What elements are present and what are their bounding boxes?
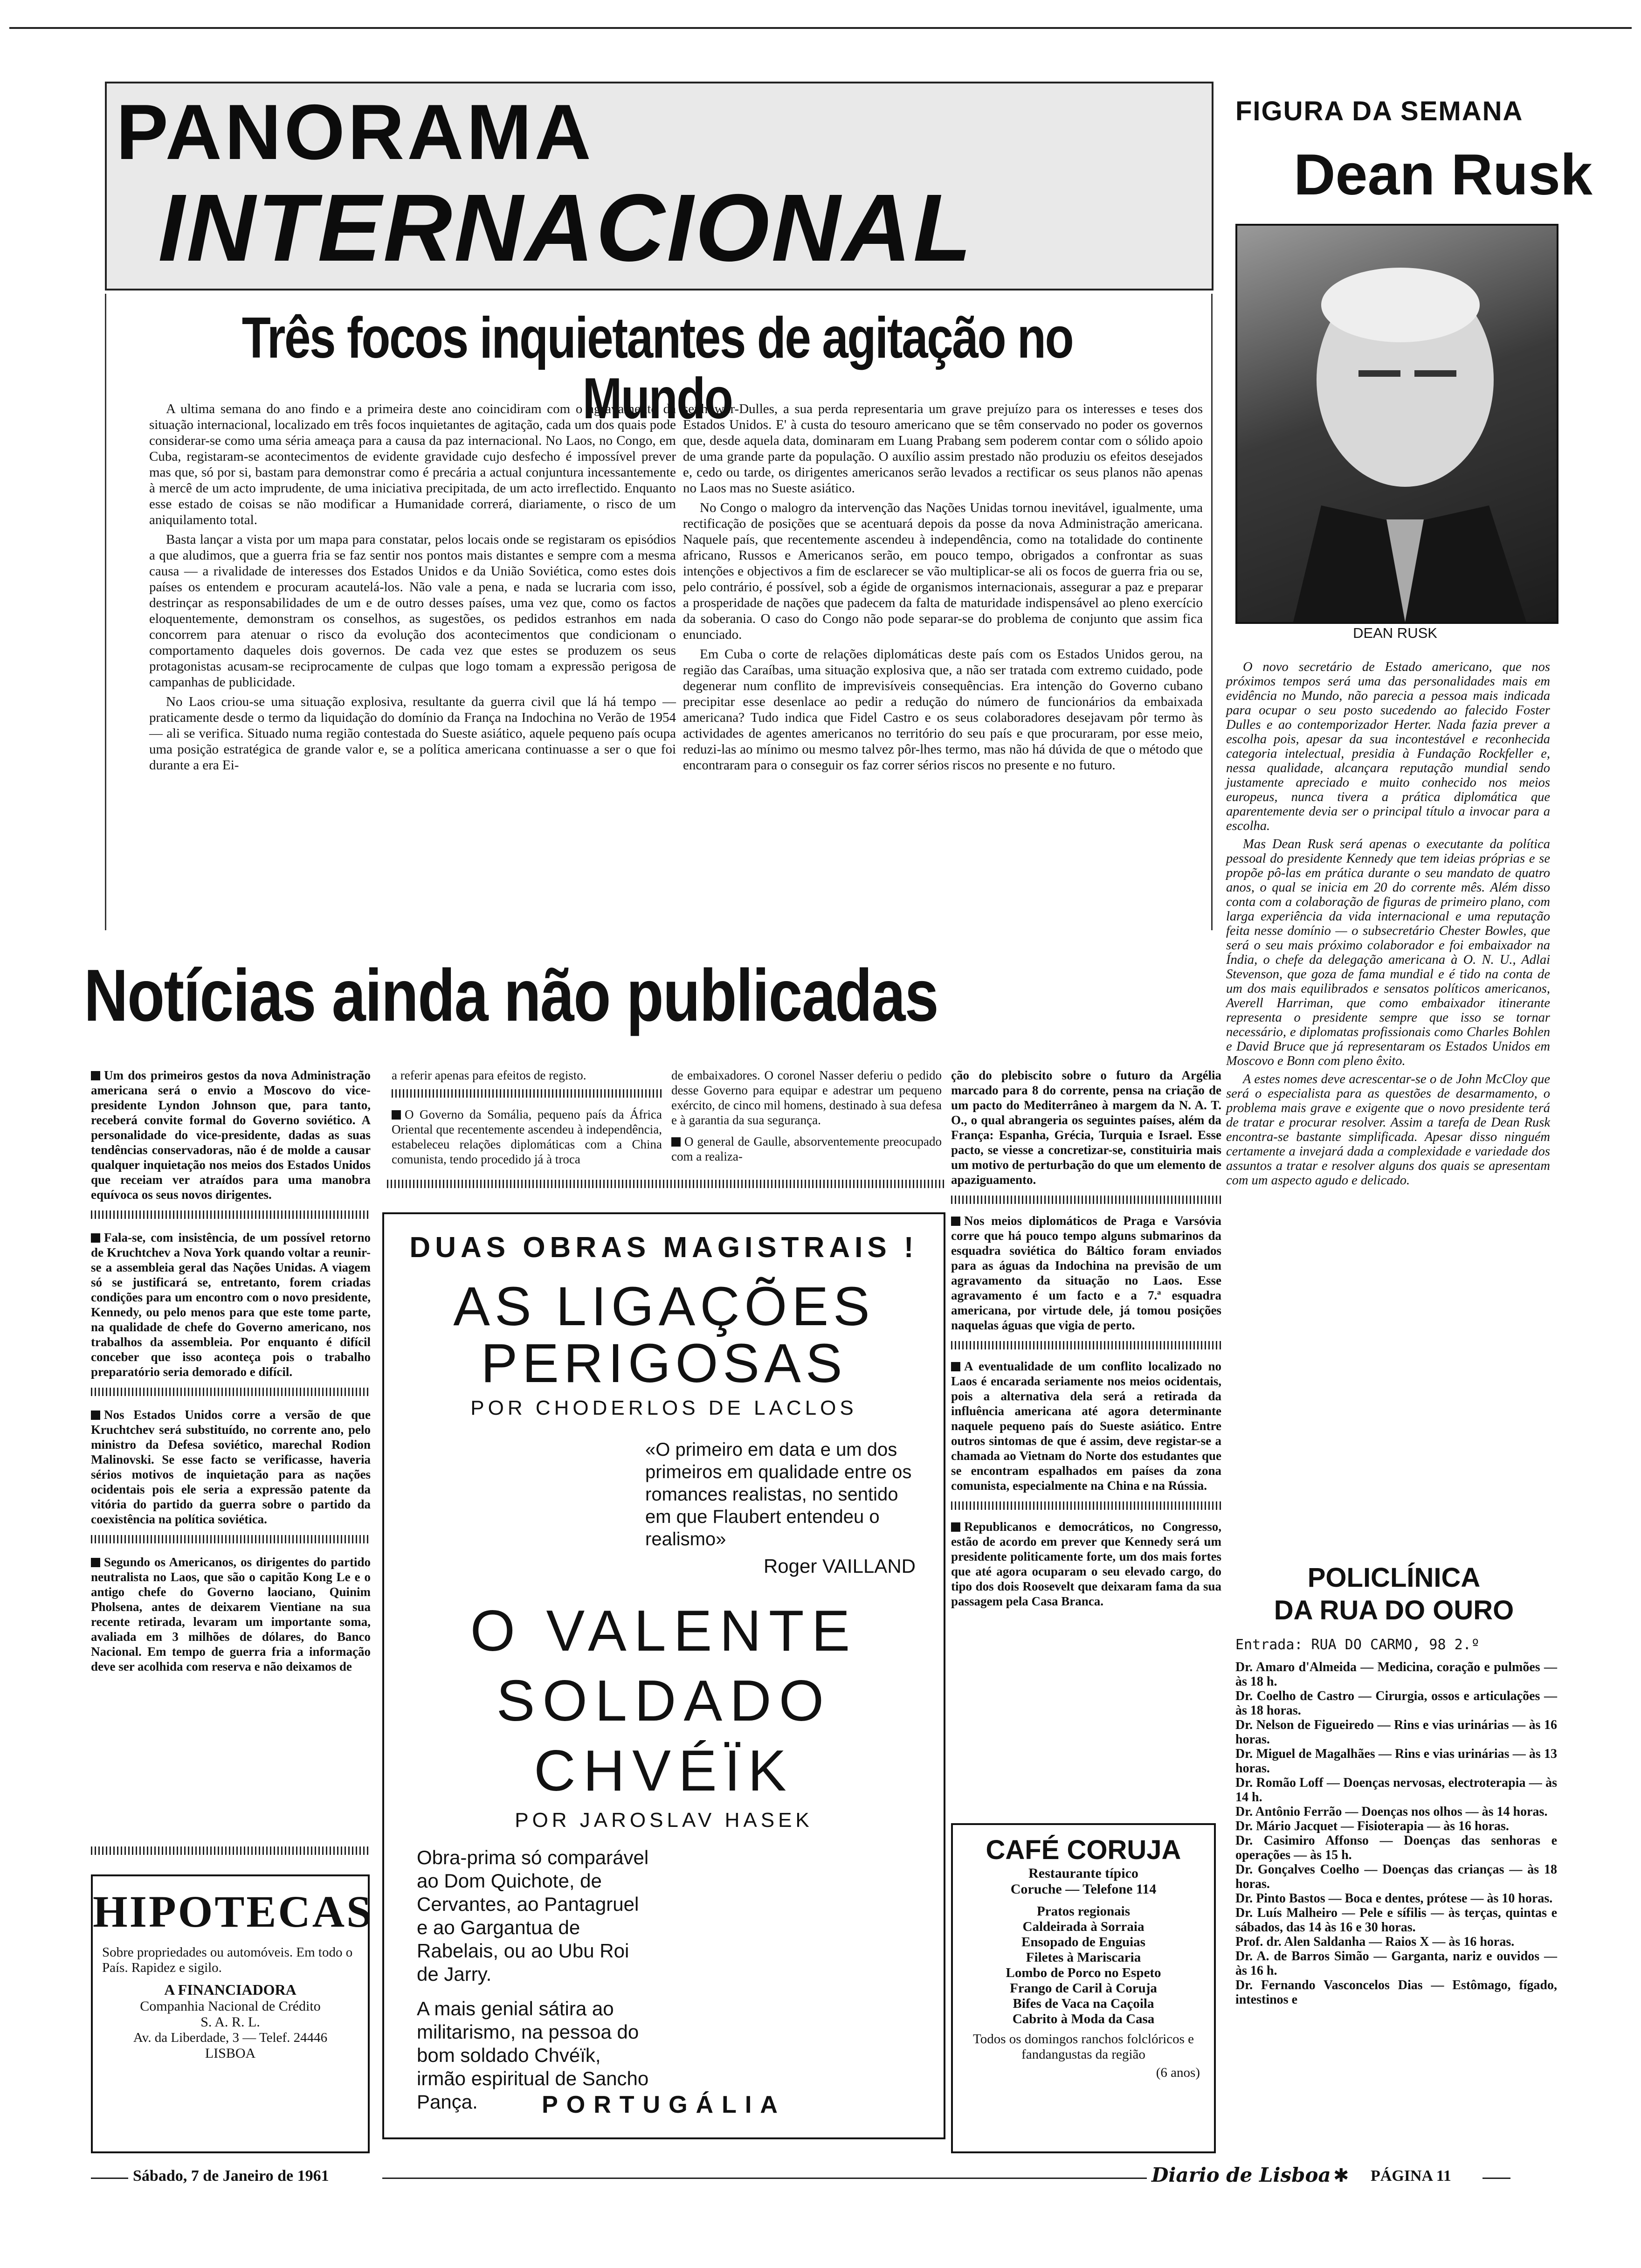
news-item-text: Fala-se, com insistência, de um possível retorno de Kruchtchev a Nova York quando voltar a reunir-se a assembleia geral das Nações Unidas. A viagem só se justificará se, entretanto, forem criadas condições para um encontro com o novo presidente, Kennedy, ou pelo menos para que este tome parte, na qualidade de chefe do Governo americano, nos trabalhos da assembleia. Por enquanto é difícil conceber que isso aconteça pois o trabalho preparatório seria demorado e difícil. xyxy=(91,1231,371,1379)
ad-books-publisher: PORTUGÁLIA xyxy=(542,2091,786,2118)
ad-books-desc2: A mais genial sátira ao militarismo, na pessoa do bom soldado Chvéïk, irmão espiritual de Sancho Pança. xyxy=(417,1998,649,2113)
ad-hipotecas-company: A FINANCIADORA xyxy=(164,1981,296,1998)
news-item xyxy=(91,1230,371,1379)
ad-cafe-menu-item: Ensopado de Enguias xyxy=(1021,1935,1145,1950)
news-item xyxy=(671,1134,942,1164)
doctor-entry: Dr. Coelho de Castro — Cirurgia, ossos e articulações — às 18 horas. xyxy=(1235,1689,1557,1718)
doctor-entry: Dr. Nelson de Figueiredo — Rins e vias urinárias — às 16 horas. xyxy=(1235,1718,1557,1747)
divider xyxy=(392,1089,662,1098)
book2-title-l2: SOLDADO xyxy=(496,1669,832,1733)
news-item-text: O general de Gaulle, absorventemente preocupado com a realiza- xyxy=(671,1134,942,1163)
masthead xyxy=(105,82,1214,290)
news-item xyxy=(951,1213,1221,1333)
ad-cafe-menu-item: Caldeirada à Sorraia xyxy=(1022,1919,1145,1934)
main-col1-p1: A ultima semana do ano findo e a primeira deste ano coincidiram com o agravamento da situação internacional, localizado em três focos inquietantes de agitação, cada um dos quais pode considerar-se como uma séria ameaça para a causa da paz internacional. No Laos, no Congo, em Cuba, registaram-se acontecimentos de evidente gravidade cujo desfecho é impossível prever mas que, só por si, bastam para demonstrar como é precária a actual conjuntura incessantemente à mercê de um acto imprudente, de uma iniciativa precipitada, de um acto irreflectido. Enquanto esse estado de coisas se não modificar a Humanidade correrá, diariamente, o risco de um aniquilamento total. xyxy=(149,401,676,527)
bullet-icon xyxy=(392,1110,401,1120)
main-headline: Três focos inquietantes de agitação no Mundo xyxy=(241,306,1073,431)
ad-books-quote: «O primeiro em data e um dos primeiros em qualidade entre os romances realistas, no sentido em que Flaubert entendeu o realismo» xyxy=(645,1439,912,1549)
divider xyxy=(951,1196,1221,1204)
ad-hipotecas xyxy=(91,1874,373,2153)
doctor-entry: Dr. Mário Jacquet — Fisioterapia — às 16 horas. xyxy=(1235,1819,1509,1833)
ad-cafe-note: (6 anos) xyxy=(1156,2065,1200,2080)
ad-books xyxy=(382,1212,945,2139)
news-item-text: A eventualidade de um conflito localizado no Laos é encarada seriamente nos meios ocidentais, pois a alternativa dela será a retirada da influência americana até agora determinante naquele pequeno país do Sueste asiático. Entre outros sintomas de que é assim, deve registar-se a chamada ao Vietnam do Norte dos estudantes que se encontram espalhados em países da zona comunista, especialmente na China e na Rússia. xyxy=(951,1359,1221,1493)
book2-title-l1: O VALENTE xyxy=(470,1599,858,1663)
doctor-entry: Dr. Antônio Ferrão — Doenças nos olhos — às 14 horas. xyxy=(1235,1805,1548,1819)
doctor-entry: Dr. Gonçalves Coelho — Doenças das crianças — às 18 horas. xyxy=(1235,1862,1557,1891)
feature-section-label: FIGURA DA SEMANA xyxy=(1235,96,1524,126)
ad-cafe-menu-item: Pratos regionais xyxy=(1036,1904,1131,1919)
footer-page: PÁGINA 11 xyxy=(1371,2167,1451,2185)
book2-title-l3: CHVÉÏK xyxy=(534,1739,794,1803)
main-col2-p1: senhower-Dulles, a sua perda representaria um grave prejuízo para os interesses e teses dos Estados Unidos. E' à custa do tesouro americano que se têm conservado no poder os governos que, desde aquela data, dominaram em Luang Prabang sem poderem contar com o sólido apoio de uma grande parte da população. O auxílio assim prestado não produziu os efeitos desejados e, cedo ou tarde, os dirigentes americanos serão levados a rectificar os seus planos não apenas no Laos mas no Sueste asiático. xyxy=(683,401,1203,496)
policlinica-entrance: Entrada: RUA DO CARMO, 98 2.º xyxy=(1235,1637,1480,1653)
ad-cafe-title: CAFÉ CORUJA xyxy=(986,1835,1181,1865)
doctor-entry: Dr. Miguel de Magalhães — Rins e vias urinárias — às 13 horas. xyxy=(1235,1747,1557,1776)
policlinica-title-l2: DA RUA DO OURO xyxy=(1274,1595,1514,1625)
bullet-icon xyxy=(951,1362,960,1371)
main-col1-p2: Basta lançar a vista por um mapa para constatar, pelos locais onde se registaram os episódios a que aludimos, que a guerra fria se faz sentir nos pontos mais distantes e sempre com a mesma causa — a rivalidade de interesses dos Estados Unidos e da União Soviética, como estes dois países os entendem e procuram acautelá-los. Não vale a pena, e nada se lucraria com isso, destrinçar as responsabilidades de um e de outro desses países, uma vez que, como os factos eloquentemente, demonstram os conselhos, as sugestões, os pedidos estranhos em nada concorrem para atenuar o risco da evolução dos acontecimentos que condicionam o comportamento daqueles dois governos. De cada vez que estes se produzem os seus protagonistas acusam-se reciprocamente de culpas que logo tomam a expressão perigosa de campanhas de publicidade. xyxy=(149,532,676,690)
bullet-icon xyxy=(91,1233,100,1243)
news-col4 xyxy=(951,1068,1221,1617)
ad-cafe-menu-item: Frango de Caril à Coruja xyxy=(1010,1981,1157,1996)
ad-hipotecas-line1: Sobre propriedades ou automóveis. Em todo o País. Rapidez e sigilo. xyxy=(102,1945,353,1975)
news-item xyxy=(951,1359,1221,1493)
bullet-icon xyxy=(91,1411,100,1420)
ad-cafe-location: Coruche — Telefone 114 xyxy=(1010,1881,1157,1897)
news-item xyxy=(392,1107,662,1167)
news-col2 xyxy=(392,1068,662,1173)
doctor-entry: Dr. Romão Loff — Doenças nervosas, electroterapia — às 14 h. xyxy=(1235,1776,1557,1805)
footer-rule-left xyxy=(91,2178,128,2179)
doctor-entry: Dr. Amaro d'Almeida — Medicina, coração e pulmões — às 18 h. xyxy=(1235,1660,1557,1689)
ad-books-header: DUAS OBRAS MAGISTRAIS ! xyxy=(409,1231,918,1264)
feature-body-p2: Mas Dean Rusk será apenas o executante da política pessoal do presidente Kennedy que tem ideias próprias e se propõe pô-las em prática durante o seu mandato de quatro anos, o qual se inicia em 20 do corrente mês. Além disso conta com a colaboração de figuras de primeiro plano, com larga experiência da vida internacional e uma reputação feita nesse domínio — o subsecretário Chester Bowles, que será o seu mais próximo colaborador e foi embaixador na Índia, o chefe da delegação americana à O. N. U., Adlai Stevenson, que goza de fama mundial e é tido na conta de um dos mais equilibrados e sensatos políticos americanos, Averell Harriman, que como embaixador itinerante representa o presidente sempre que isso se tornar necessário, e diplomatas profissionais como Charles Bohlen e David Bruce que já representaram os Estados Unidos em Moscovo e Bonn com pleno êxito. xyxy=(1226,837,1550,1068)
news-col1 xyxy=(91,1068,371,1682)
ad-hipotecas-city: LISBOA xyxy=(205,2046,256,2061)
news-item xyxy=(91,1555,371,1674)
policlinica-list xyxy=(1235,1660,1557,2007)
ad-cafe-menu-item: Bifes de Vaca na Caçoila xyxy=(1013,1996,1154,2011)
book1-title-l2: PERIGOSAS xyxy=(481,1333,847,1394)
divider xyxy=(951,1501,1221,1510)
news-headline: Notícias ainda não publicadas xyxy=(84,954,938,1037)
footer-date: Sábado, 7 de Janeiro de 1961 xyxy=(133,2167,329,2185)
news-item xyxy=(91,1068,371,1202)
divider xyxy=(91,1388,371,1396)
divider xyxy=(387,1180,946,1188)
news-item-text: Republicanos e democráticos, no Congresso, estão de acordo em prever que Kennedy será um presidente politicamente forte, um dos mais fortes que até agora ocuparam o seu elevado cargo, do tipo dos dois Roosevelt que deixaram fama da sua passagem pela Casa Branca. xyxy=(951,1520,1221,1608)
book1-author: POR CHODERLOS DE LACLOS xyxy=(470,1397,857,1419)
bullet-icon xyxy=(671,1137,681,1147)
ad-cafe-menu-item: Cabrito à Moda da Casa xyxy=(1012,2012,1155,2026)
masthead-line2: INTERNACIONAL xyxy=(158,174,973,281)
ad-hipotecas-title: HIPOTECAS xyxy=(93,1887,373,1936)
feature-photo xyxy=(1235,224,1558,624)
feature-body xyxy=(1226,660,1550,1191)
main-col1-p3: No Laos criou-se uma situação explosiva, resultante da guerra civil que lá há tempo — praticamente desde o termo da liquidação do domínio da França na Indochina no Verão de 1954 — ali se verifica. Situado numa região contestada do Sueste asiático, aquele pequeno país ocupa uma posição estratégica de grande valor e, se a política americana continuasse a ser o que foi durante a era Ei- xyxy=(149,694,676,773)
news-item-text: Nos meios diplomáticos de Praga e Varsóvia corre que há pouco tempo alguns submarinos da esquadra soviética do Báltico foram enviados para as águas da Indochina na previsão de um agravamento da situação no Laos. Esse agravamento é um facto e a 7.ª esquadra americana, por virtude dele, já tomou posições naquelas águas que vigia de perto. xyxy=(951,1214,1221,1332)
doctor-entry: Prof. dr. Alen Saldanha — Raios X — às 16 horas. xyxy=(1235,1935,1515,1949)
doctor-entry: Dr. Luís Malheiro — Pele e sífilis — às terças, quintas e sábados, das 14 às 16 e 30 horas. xyxy=(1235,1906,1557,1935)
portrait-icon xyxy=(1237,226,1557,622)
news-item-text: Um dos primeiros gestos da nova Administração americana será o envio a Moscovo do vice-presidente Lyndon Johnson que, para tanto, receberá convite formal do Governo soviético. A personalidade do vice-presidente, dadas as suas tendências conservadoras, não é de molde a causar qualquer inquietação nos meios dos Estados Unidos que receiam ver atraídos para uma manobra equívoca os seus novos dirigentes. xyxy=(91,1068,371,1202)
main-col2-p2: No Congo o malogro da intervenção das Nações Unidas tornou inevitável, igualmente, uma rectificação de posições que se acentuará depois da posse da nova Administração americana. Naquele país, que recentemente ascendeu à independência, como na totalidade do continente africano, Russos e Americanos serão, em pouco tempo, obrigados a confrontar as suas intenções e objectivos a fim de esclarecer se vão multiplicar-se ali os focos de guerra fria ou se, pelo contrário, é possível, sob a égide de organismos internacionais, assegurar a paz e preparar a prosperidade de nações que padecem da falta de maturidade indispensável ao pleno exercício da soberania. O caso do Congo não pode separar-se do problema de conjunto que assim fica enunciado. xyxy=(683,500,1203,642)
footer-paper: Diario de Lisboa xyxy=(1151,2164,1331,2186)
divider xyxy=(91,1846,371,1855)
news-item: a referir apenas para efeitos de registo. xyxy=(392,1068,586,1082)
feature-caption: DEAN RUSK xyxy=(1353,625,1437,641)
news-col3 xyxy=(671,1068,942,1170)
divider xyxy=(91,1535,371,1543)
divider xyxy=(951,1341,1221,1349)
ad-cafe-footer: Todos os domingos ranchos folclóricos e fandangustas da região xyxy=(973,2032,1194,2062)
news-item-text: Nos Estados Unidos corre a versão de que Kruchtchev será substituído, no corrente ano, pelo ministro da Defesa soviético, marechal Rodion Malinovski. Se esse facto se verificasse, haveria sérios motivos de inquietação para as nações ocidentais pois ele seria a expressão patente da vitória do partido da guerra sobre o partido da coexistência na política soviética. xyxy=(91,1408,371,1526)
divider xyxy=(91,1210,371,1219)
bullet-icon xyxy=(951,1217,960,1226)
footer-rule-right xyxy=(1482,2178,1510,2179)
top-rule xyxy=(9,27,1632,29)
news-item xyxy=(91,1407,371,1527)
main-col2 xyxy=(683,401,1203,777)
policlinica-title-l1: POLICLÍNICA xyxy=(1307,1563,1481,1593)
footer-star-icon: ✱ xyxy=(1333,2165,1349,2186)
feature-body-p1: O novo secretário de Estado americano, que nos próximos tempos será uma das personalidades mais em evidência no Mundo, não parecia a pessoa mais indicada para ocupar o seu posto sucedendo ao falecido Foster Dulles e ao contemporizador Herter. Nada fazia prever a escolha pois, apesar da sua incontestável e reconhecida categoria intelectual, presidia à Fundação Rockfeller e, nessa qualidade, alcançara reputação mundial sendo justamente apreciado e muito conhecido nos meios europeus, nunca tivera a prática diplomática que aparentemente devia ser o principal título a invocar para a escolha. xyxy=(1226,660,1550,833)
bullet-icon xyxy=(91,1558,100,1567)
doctor-entry: Dr. Fernando Vasconcelos Dias — Estômago, fígado, intestinos e xyxy=(1235,1978,1557,2007)
ad-hipotecas-company-desc: Companhia Nacional de Crédito xyxy=(140,1998,321,2014)
news-item-text: Segundo os Americanos, os dirigentes do partido neutralista no Laos, que são o capitão Kong Le e o antigo chefe do Governo laociano, Quinim Pholsena, antes de deixarem Vientiane na sua recente retirada, levaram um importante soma, avaliada em 3 milhões de dólares, do Banco Nacional. Em tempo de guerra fria a informação deve ser acolhida com reserva e não deixamos de xyxy=(91,1555,371,1673)
feature-name: Dean Rusk xyxy=(1294,143,1593,207)
bullet-icon xyxy=(951,1522,960,1532)
book2-author: POR JAROSLAV HASEK xyxy=(515,1809,813,1832)
main-col1 xyxy=(149,401,676,777)
ad-books-quote-author: Roger VAILLAND xyxy=(763,1555,916,1577)
masthead-line1: PANORAMA xyxy=(116,88,594,176)
ad-cafe-menu-item: Filetes à Mariscaria xyxy=(1026,1950,1141,1965)
news-item: ção do plebiscito sobre o futuro da Argélia marcado para 8 do corrente, pensa na criação de um pacto do Mediterrâneo à margem da N. A. T. O., o qual abrangeria os seguintes países, além da França: Espanha, Grécia, Turquia e Israel. Esse pacto, se viesse a concretizar-se, constituiria mais um motivo de perturbação do que um elemento de apaziguamento. xyxy=(951,1068,1221,1187)
ad-cafe-menu-item: Lombo de Porco no Espeto xyxy=(1006,1965,1161,1980)
ad-cafe-subtitle: Restaurante típico xyxy=(1028,1866,1138,1881)
doctor-entry: Dr. Casimiro Affonso — Doenças das senhoras e operações — às 15 h. xyxy=(1235,1833,1557,1862)
ad-books-desc1: Obra-prima só comparável ao Dom Quichote, de Cervantes, ao Pantagruel e ao Gargantua de Rabelais, ou ao Ubu Roi de Jarry. xyxy=(417,1846,649,1985)
book1-title-l1: AS LIGAÇÕES xyxy=(453,1276,875,1337)
doctor-entry: Dr. Pinto Bastos — Boca e dentes, prótese — às 10 horas. xyxy=(1235,1891,1553,1906)
ad-hipotecas-company-type: S. A. R. L. xyxy=(200,2014,260,2030)
main-col2-p3: Em Cuba o corte de relações diplomáticas deste país com os Estados Unidos gerou, na região das Caraíbas, uma situação explosiva que, a não ser tratada com extremo cuidado, pode degenerar num conflito de imprevisíveis consequências. Era intenção do Governo cubano precipitar esse desenlace ao pedir a redução do número de funcionários da embaixada americana? Tudo indica que Fidel Castro e os seus colaboradores desejavam pôr termo às actividades de agentes americanos no território do seu país e que procuraram, por esse meio, reduzi-las ao mínimo ou mesmo talvez pôr-lhes termo, mas não há dúvida de que o método que encontraram para o conseguir os faz correr sérios riscos no presente e no futuro. xyxy=(683,647,1203,773)
news-item-text: O Governo da Somália, pequeno país da África Oriental que recentemente ascendeu à independência, estabeleceu relações diplomáticas com a China comunista, tendo procedido já à troca xyxy=(392,1107,662,1166)
feature-body-p3: A estes nomes deve acrescentar-se o de John McCloy que será o especialista para as questões de desarmamento, o problema mais grave e exigente que o novo presidente terá de tratar e procurar resolver. Assim a tarefa de Dean Rusk encontra-se bastante simplificada. Apesar disso ninguém certamente a invejará dada a complexidade e variedade dos assuntos a tratar e resolver alguns dos quais se apresentam com um aspecto agudo e delicado. xyxy=(1226,1072,1550,1188)
news-item: de embaixadores. O coronel Nasser deferiu o pedido desse Governo para equipar e adestrar um pequeno exército, de cinco mil homens, destinado à sua defesa e à garantia da sua segurança. xyxy=(671,1068,942,1127)
ad-cafe xyxy=(951,1823,1216,2153)
footer-rule-mid xyxy=(382,2178,1147,2179)
doctor-entry: Dr. A. de Barros Simão — Garganta, nariz e ouvidos — às 16 h. xyxy=(1235,1949,1557,1978)
bullet-icon xyxy=(91,1071,100,1080)
ad-hipotecas-address: Av. da Liberdade, 3 — Telef. 24446 xyxy=(133,2030,328,2045)
news-item xyxy=(951,1519,1221,1609)
